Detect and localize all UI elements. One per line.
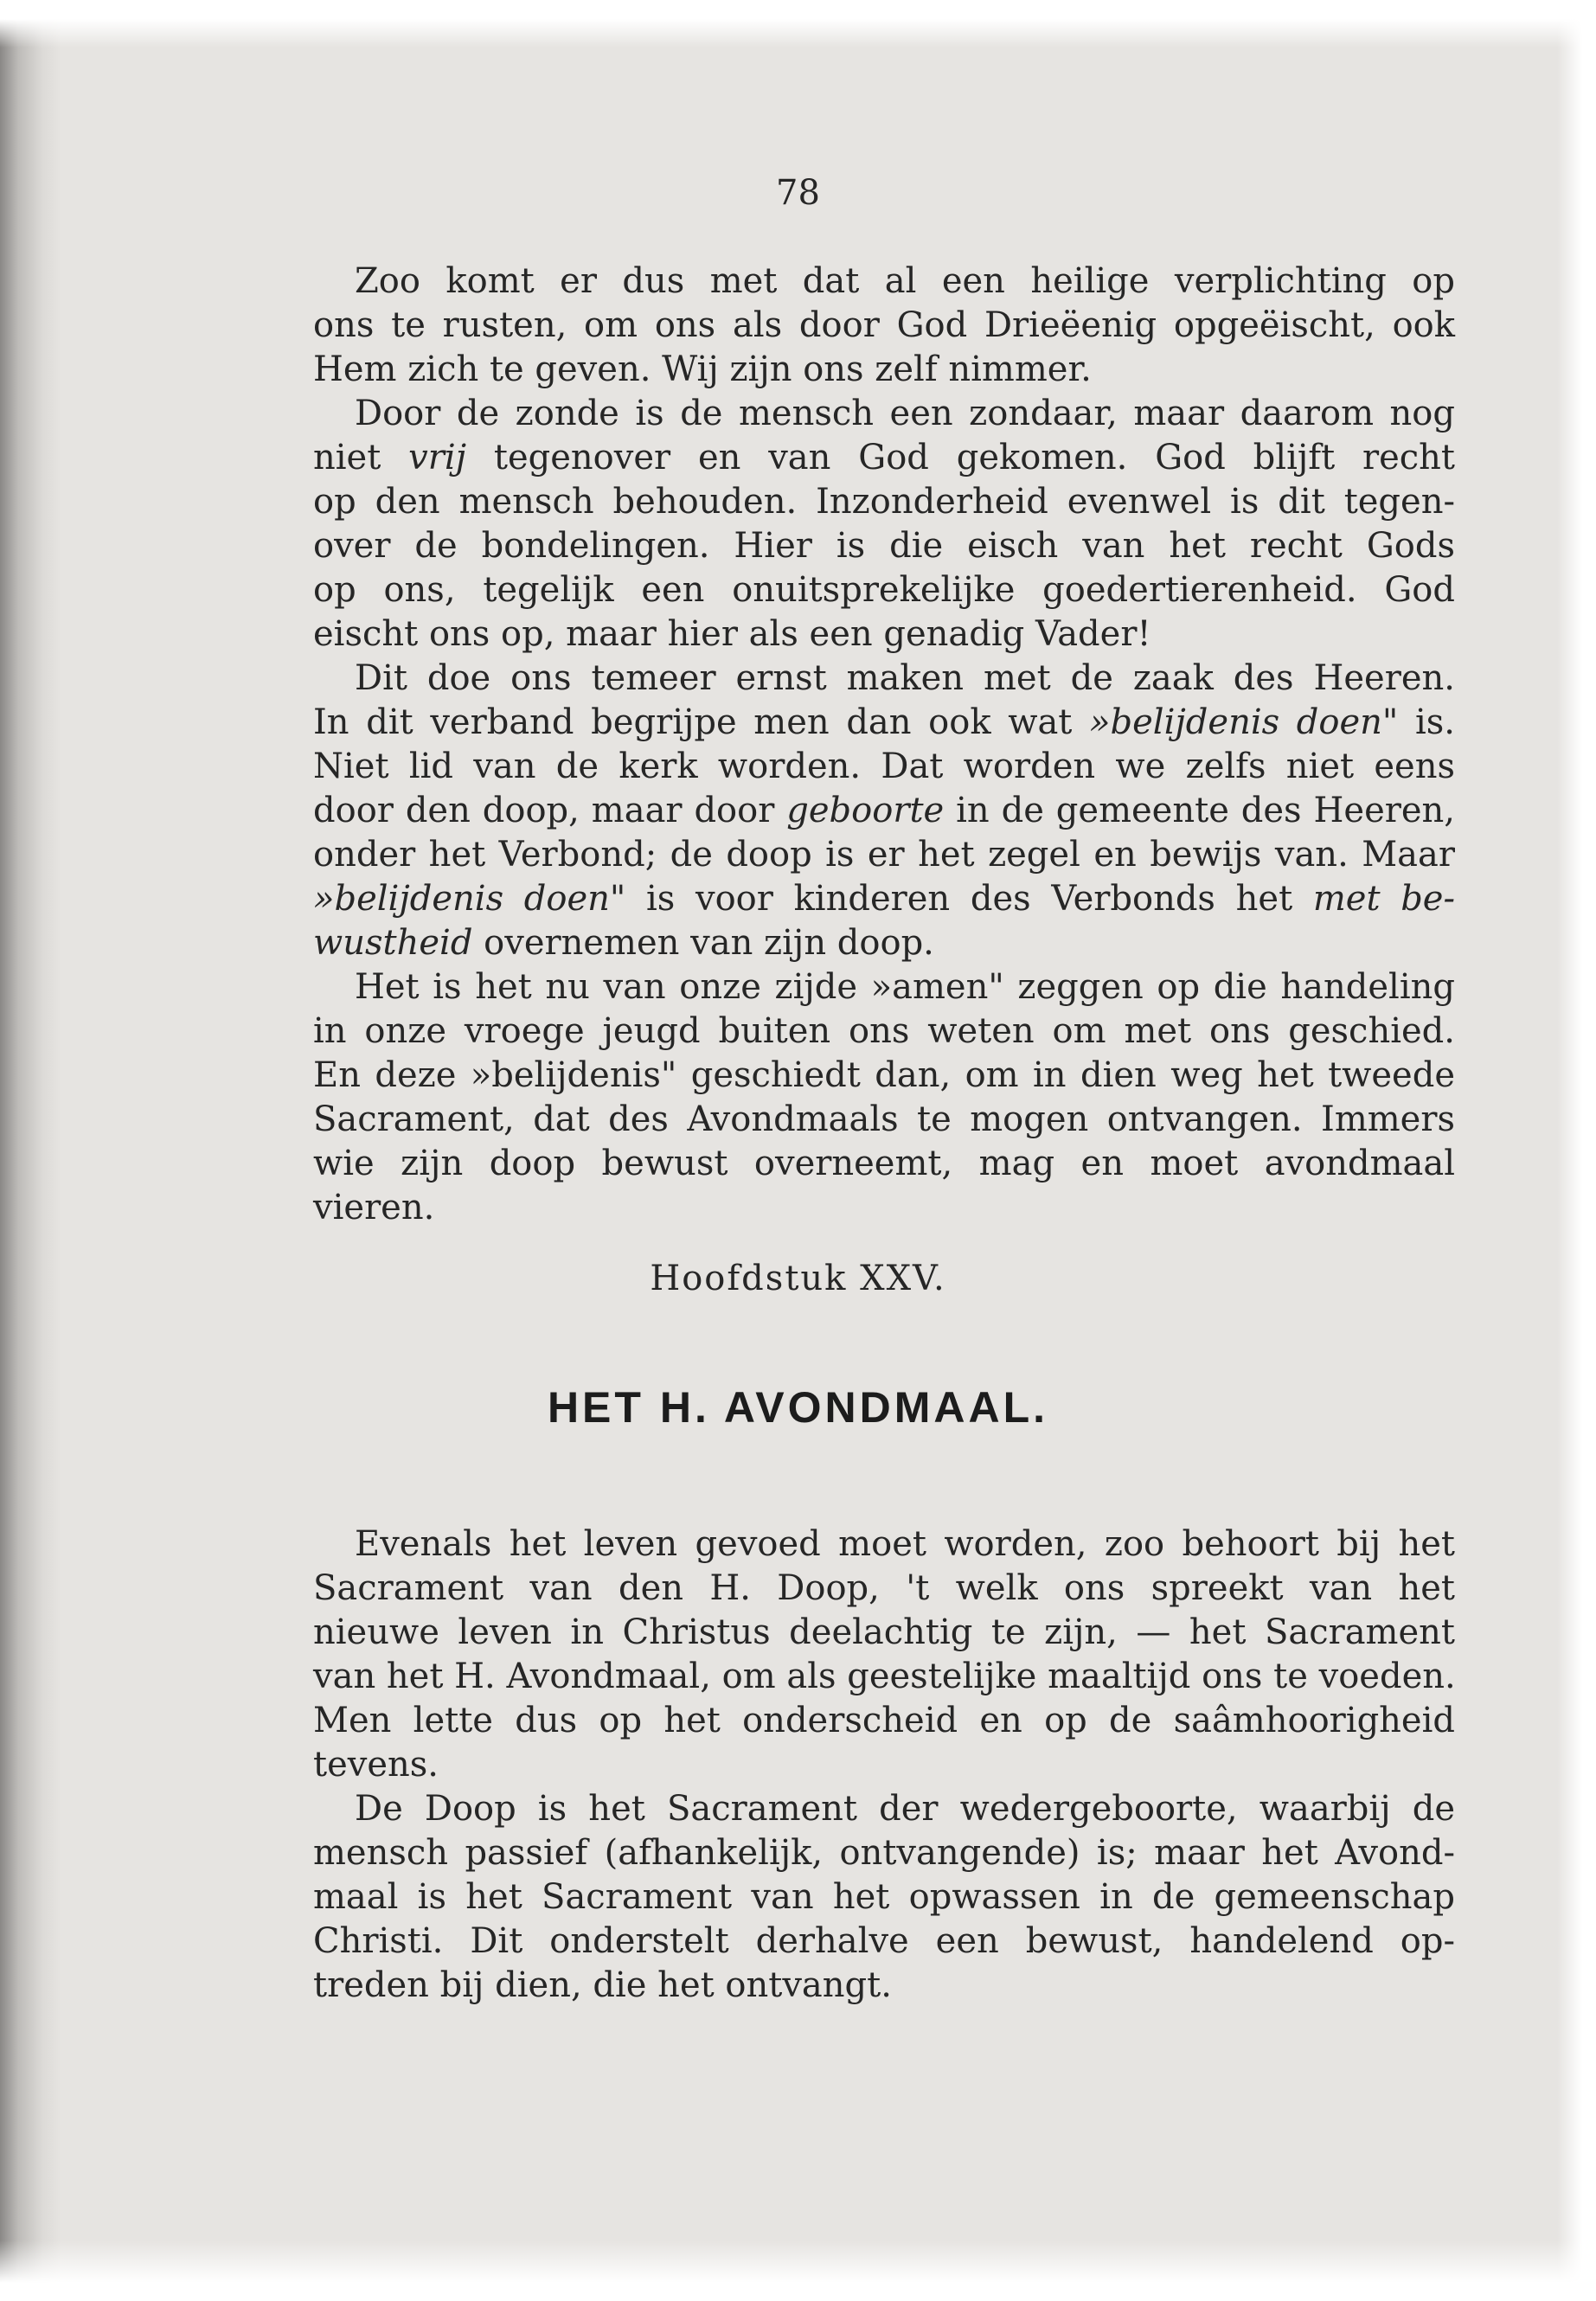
text-segment: van het H. Avondmaal, om als geestelijke maaltijd ons te voeden. (313, 1657, 1456, 1696)
text-segment: »belijdenis doen" (313, 879, 626, 919)
text-line (313, 568, 1455, 612)
text-segment: wie zijn doop bewust overneemt, mag en moet avondmaal (313, 1144, 1455, 1183)
text-segment: Christi. Dit onderstelt derhalve een bewust, handelend op- (313, 1921, 1455, 1961)
text-segment: wustheid (313, 923, 473, 963)
text-line (313, 348, 1455, 392)
text-line (313, 392, 1455, 436)
text-line (313, 1142, 1455, 1186)
chapter-title: HET H. AVONDMAAL. (547, 1383, 1049, 1432)
text-segment: Men lette dus op het onderscheid en op de saâmhoorigheid (313, 1701, 1455, 1740)
text-segment: in de gemeente des Heeren, (944, 791, 1456, 830)
text-segment: Door de zonde is de mensch een zondaar, maar daarom nog (355, 394, 1455, 433)
text-segment: geboorte (786, 791, 945, 830)
text-segment: tevens. (313, 1745, 439, 1785)
text-line (313, 480, 1455, 524)
text-line (313, 524, 1455, 568)
text-segment: is. (1398, 702, 1455, 742)
text-segment: is voor kinderen des Verbonds het (625, 879, 1313, 919)
body-text-section-2 (313, 1522, 1455, 2008)
text-segment: mensch passief (afhankelijk, ontvangende) is; maar het Avond- (313, 1833, 1455, 1873)
text-segment: nieuwe leven in Christus deelachtig te zijn, — het Sacrament (313, 1612, 1455, 1652)
text-segment: over de bondelingen. Hier is die eisch van het recht Gods (313, 526, 1455, 566)
text-line (313, 1920, 1455, 1964)
text-line (313, 657, 1455, 701)
text-segment: Sacrament, dat des Avondmaals te mogen ontvangen. Immers (313, 1099, 1455, 1139)
paragraph (313, 657, 1455, 965)
text-line (313, 789, 1455, 833)
text-segment: overnemen van zijn doop. (472, 923, 934, 963)
page-right-margin (1557, 0, 1596, 2301)
text-segment: in onze vroege jeugd buiten ons weten om met ons geschied. (313, 1011, 1455, 1051)
text-segment: maal is het Sacrament van het opwassen in de gemeenschap (313, 1877, 1455, 1917)
paragraph (313, 260, 1455, 392)
text-segment: onder het Verbond; de doop is er het zegel en bewijs van. Maar (313, 835, 1455, 875)
text-segment: In dit verband begrijpe men dan ook wat (313, 702, 1090, 742)
text-line (313, 965, 1455, 1009)
text-line (313, 436, 1455, 480)
text-line (313, 304, 1455, 348)
paragraph (313, 1787, 1455, 2008)
paragraph (313, 1522, 1455, 1787)
text-line (313, 1098, 1455, 1142)
text-segment: Dit doe ons temeer ernst maken met de zaak des Heeren. (355, 658, 1455, 698)
text-segment: Evenals het leven gevoed moet worden, zoo behoort bij het (355, 1524, 1455, 1564)
text-line (313, 701, 1455, 745)
text-line (313, 1655, 1455, 1699)
text-line (313, 1054, 1455, 1098)
text-line (313, 1186, 1455, 1230)
text-segment: ons te rusten, om ons als door God Drieëenig opgeëischt, ook (313, 305, 1455, 345)
page-bottom-margin (0, 2240, 1596, 2301)
text-line (313, 1611, 1455, 1655)
chapter-label: Hoofdstuk XXV. (650, 1259, 946, 1298)
text-line (313, 1743, 1455, 1787)
page-top-margin (0, 0, 1596, 48)
text-line (313, 1875, 1455, 1920)
text-segment: op den mensch behouden. Inzonderheid evenwel is dit tegen- (313, 482, 1455, 522)
text-line (313, 1009, 1455, 1054)
text-segment: Zoo komt er dus met dat al een heilige verplichting op (355, 261, 1455, 301)
text-segment: tegenover en van God gekomen. God blijft recht (466, 438, 1455, 478)
text-segment: door den doop, maar door (313, 791, 787, 830)
text-segment: Sacrament van den H. Doop, 't welk ons spreekt van het (313, 1568, 1455, 1608)
paragraph (313, 392, 1455, 657)
text-segment: De Doop is het Sacrament der wedergeboorte, waarbij de (355, 1789, 1455, 1829)
text-line (313, 877, 1455, 921)
text-segment: eischt ons op, maar hier als een genadig Vader! (313, 614, 1151, 654)
paragraph (313, 965, 1455, 1230)
text-line (313, 1831, 1455, 1875)
text-segment: Het is het nu van onze zijde »amen" zeggen op die handeling (355, 967, 1455, 1007)
text-segment: Niet lid van de kerk worden. Dat worden we zelfs niet eens (313, 747, 1455, 786)
text-line (313, 833, 1455, 877)
text-segment: op ons, tegelijk een onuitsprekelijke goedertierenheid. God (313, 570, 1455, 610)
text-line (313, 260, 1455, 304)
text-line (313, 1699, 1455, 1743)
text-segment: En deze »belijdenis" geschiedt dan, om in dien weg het tweede (313, 1055, 1455, 1095)
text-segment: »belijdenis doen" (1089, 702, 1399, 742)
text-segment: niet (313, 438, 409, 478)
text-line (313, 1787, 1455, 1831)
body-text-section-1 (313, 260, 1455, 1230)
text-line (313, 612, 1455, 657)
text-line (313, 1522, 1455, 1567)
text-segment: Hem zich te geven. Wij zijn ons zelf nimmer. (313, 349, 1092, 389)
text-segment: met be- (1312, 879, 1455, 919)
text-line (313, 1567, 1455, 1611)
binding-edge (0, 0, 61, 2301)
text-segment: treden bij dien, die het ontvangt. (313, 1965, 892, 2005)
text-segment: vrij (408, 438, 467, 478)
text-line (313, 1964, 1455, 2008)
text-line (313, 745, 1455, 789)
text-segment: vieren. (313, 1188, 435, 1227)
text-line (313, 921, 1455, 965)
page-number: 78 (776, 173, 820, 213)
